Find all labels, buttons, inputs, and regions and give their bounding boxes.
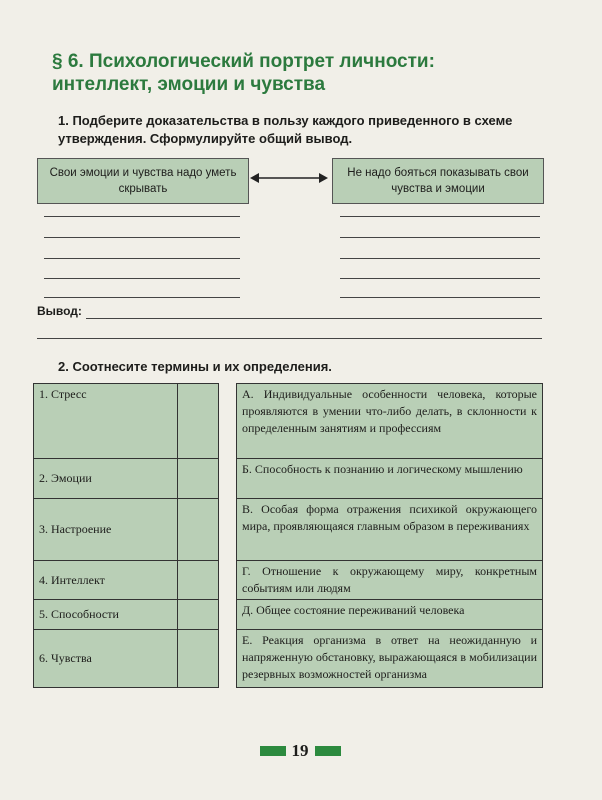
double-arrow-icon <box>250 168 328 188</box>
table-gap <box>219 561 237 600</box>
table-gap <box>219 499 237 561</box>
answer-cell[interactable] <box>178 384 219 459</box>
table-row <box>34 459 543 499</box>
page-number-value: 19 <box>291 741 309 760</box>
term-cell: 2. Эмоции <box>34 459 178 499</box>
table-row <box>34 561 543 600</box>
conclusion-line[interactable] <box>86 318 542 319</box>
answer-line-right[interactable] <box>340 297 540 298</box>
page-number <box>250 740 350 762</box>
answer-line-right[interactable] <box>340 216 540 217</box>
matching-table <box>33 383 543 688</box>
term-cell: 4. Интеллект <box>34 561 178 600</box>
table-row <box>34 600 543 630</box>
section-title <box>52 50 532 96</box>
definition-cell: Б. Способность к познанию и логическому мышлению <box>237 459 543 499</box>
statement-box-right <box>332 158 544 204</box>
definition-cell: Г. Отношение к окружающему миру, конкретным событиям или людям <box>237 561 543 600</box>
page-number-bar-right <box>315 746 341 756</box>
task2-instruction: 2. Соотнесите термины и их определения. <box>58 359 332 374</box>
conclusion-line[interactable] <box>37 338 542 339</box>
task1-instruction: 1. Подберите доказательства в пользу каждого приведенного в схеме утверждения. Сформулируйте общий вывод. <box>58 113 513 146</box>
answer-cell[interactable] <box>178 630 219 688</box>
answer-line-right[interactable] <box>340 258 540 259</box>
table-gap <box>219 459 237 499</box>
answer-line-right[interactable] <box>340 278 540 279</box>
answer-line-left[interactable] <box>44 297 240 298</box>
definition-cell: Д. Общее состояние переживаний человека <box>237 600 543 630</box>
section-title-line1: § 6. Психологический портрет личности: <box>52 51 435 72</box>
term-cell: 1. Стресс <box>34 384 178 459</box>
table-row <box>34 384 543 459</box>
table-gap <box>219 384 237 459</box>
answer-line-left[interactable] <box>44 258 240 259</box>
statement-right-text: Не надо бояться показывать свои чувства и эмоции <box>347 167 529 195</box>
answer-cell[interactable] <box>178 499 219 561</box>
definition-cell: А. Индивидуальные особенности человека, которые проявляются в умении что-либо делать, в склонности к определенным занятиям и профессиям <box>237 384 543 459</box>
answer-line-left[interactable] <box>44 278 240 279</box>
answer-cell[interactable] <box>178 561 219 600</box>
table-row <box>34 630 543 688</box>
statement-box-left <box>37 158 249 204</box>
definition-cell: В. Особая форма отражения психикой окружающего мира, проявляющаяся главным образом в переживаниях <box>237 499 543 561</box>
term-cell: 3. Настроение <box>34 499 178 561</box>
answer-line-right[interactable] <box>340 237 540 238</box>
term-cell: 5. Способности <box>34 600 178 630</box>
answer-line-left[interactable] <box>44 216 240 217</box>
answer-line-left[interactable] <box>44 237 240 238</box>
page-number-bar-left <box>260 746 286 756</box>
table-gap <box>219 600 237 630</box>
table-row <box>34 499 543 561</box>
section-title-line2: интеллект, эмоции и чувства <box>52 74 326 95</box>
statement-left-text: Свои эмоции и чувства надо уметь скрывать <box>49 167 237 195</box>
answer-cell[interactable] <box>178 600 219 630</box>
table-gap <box>219 630 237 688</box>
conclusion-label: Вывод: <box>37 304 82 318</box>
answer-cell[interactable] <box>178 459 219 499</box>
term-cell: 6. Чувства <box>34 630 178 688</box>
definition-cell: Е. Реакция организма в ответ на неожиданную и напряженную обстановку, выражающаяся в мобилизации резервных возможностей организма <box>237 630 543 688</box>
